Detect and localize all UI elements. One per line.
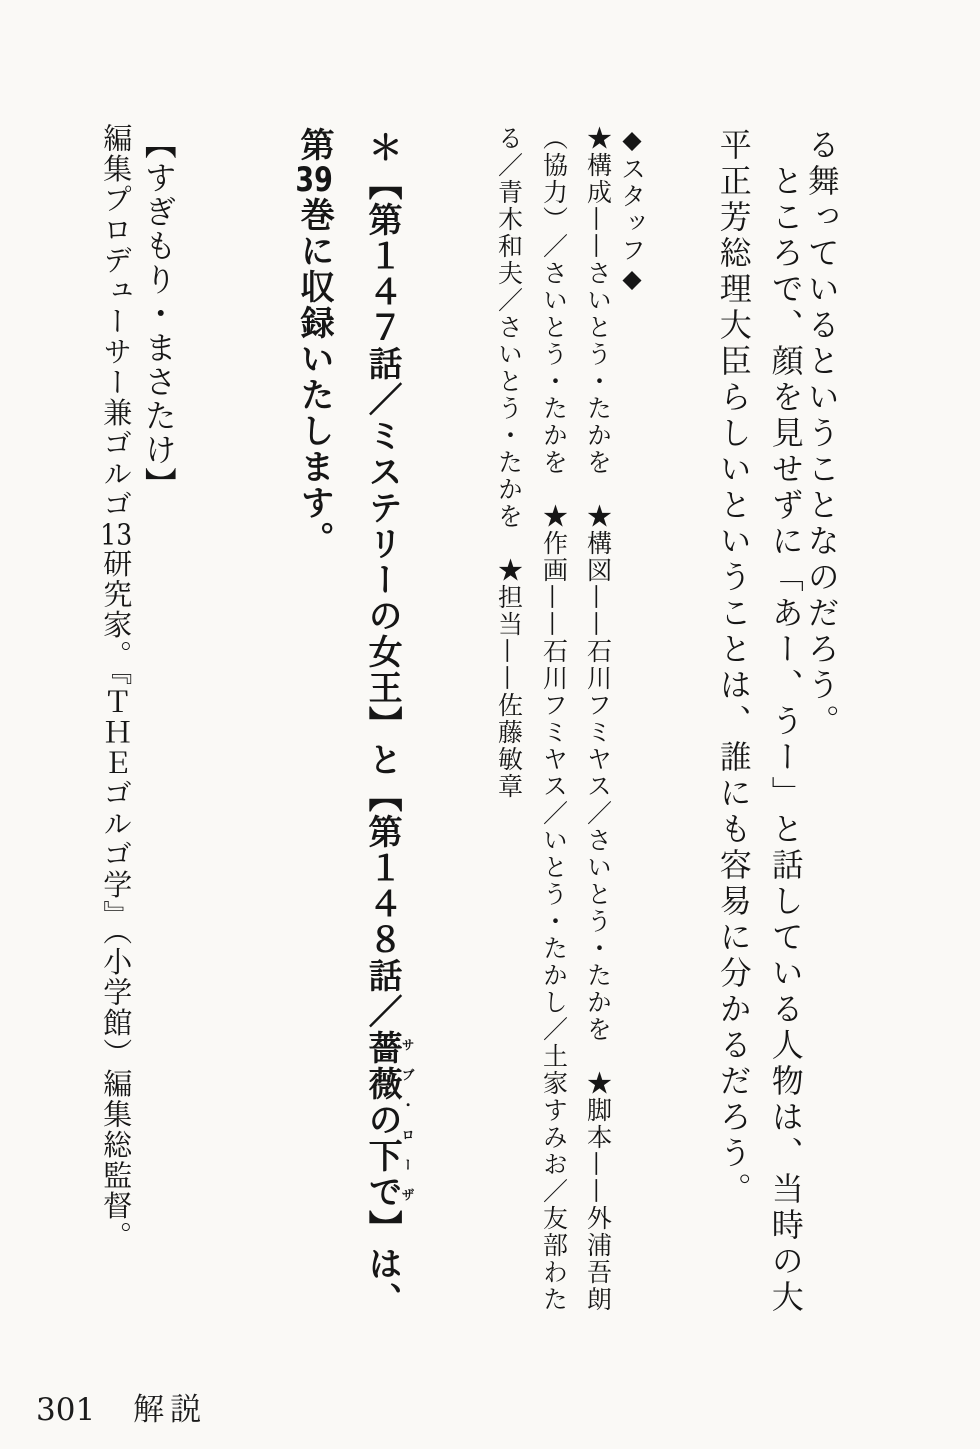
page-number: 301 [36, 1392, 96, 1428]
section-label: 解説 [133, 1392, 208, 1428]
note-line-2: 第39巻に収録いたします。 [294, 127, 335, 557]
credit-name: 【すぎもり・まさたけ】 [139, 127, 178, 501]
staff-line-2: （協力）／さいとう・たかを ★作画——石川フミヤス／いとう・たかし／土家すみお／友部わた [539, 125, 569, 1313]
staff-line-3: る／青木和夫／さいとう・たかを ★担当——佐藤敏章 [494, 125, 524, 800]
body-column-3: 平正芳総理大臣らしいということは、誰にも容易に分かるだろう。 [714, 128, 753, 1208]
staff-header: ◆スタッフ◆ [617, 125, 647, 295]
staff-line-1: ★構成——さいとう・たかを ★構図——石川フミヤス／さいとう・たかを ★脚本——外浦吾朗 [583, 125, 613, 1313]
note-line-1: ＊【第１４７話／ミステリーの女王】と【第１４８話／薔薇の下でサブ・ローザ】は、 [362, 130, 414, 1318]
body-column-2: ところで、顔を見せずに「あー、うー」と話している人物は、当時の大 [766, 164, 805, 1316]
body-column-1: る舞っているということなのだろう。 [802, 128, 841, 740]
page-footer [36, 1384, 207, 1429]
credit-bio: 編集プロデューサー兼ゴルゴ13研究家。『ＴＨＥゴルゴ学』（小学館）編集総監督。 [99, 123, 134, 1252]
